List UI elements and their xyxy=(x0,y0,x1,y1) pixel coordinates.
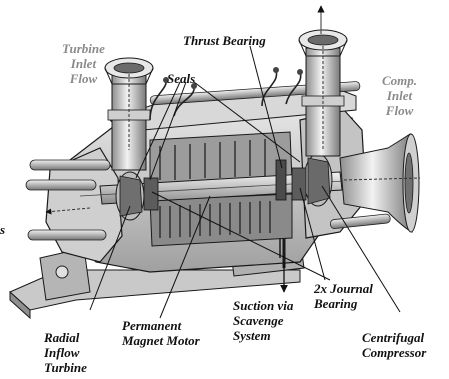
label-journal-bearing: 2x Journal Bearing xyxy=(314,281,373,311)
wire-connector xyxy=(273,67,279,73)
label-comp-inlet-flow: Comp. Inlet Flow xyxy=(382,73,418,118)
label-suction-scavenge: Suction via Scavenge System xyxy=(233,298,294,343)
label-permanent-magnet-motor: Permanent Magnet Motor xyxy=(122,318,200,348)
label-thrust-bearing: Thrust Bearing xyxy=(183,33,266,48)
wire-connector xyxy=(297,69,303,75)
compressor-impeller xyxy=(304,154,332,206)
tie-rod xyxy=(28,230,106,240)
turbine-wheel xyxy=(116,172,144,220)
turbine-inlet-pipe xyxy=(105,58,153,170)
label-edge-fragment: s xyxy=(0,222,6,237)
label-radial-inflow-turbine: Radial Inflow Turbine xyxy=(44,330,87,375)
label-turbine-inlet-flow: Turbine Inlet Flow xyxy=(62,41,105,86)
compressor-outlet-pipe xyxy=(299,30,347,156)
base-bolt xyxy=(56,266,68,278)
tie-rod xyxy=(30,160,110,170)
journal-bearing-block xyxy=(292,168,306,200)
label-seals: Seals xyxy=(167,71,196,86)
label-centrifugal-compressor: Centrifugal Compressor xyxy=(362,330,427,360)
tie-rod xyxy=(26,180,96,190)
